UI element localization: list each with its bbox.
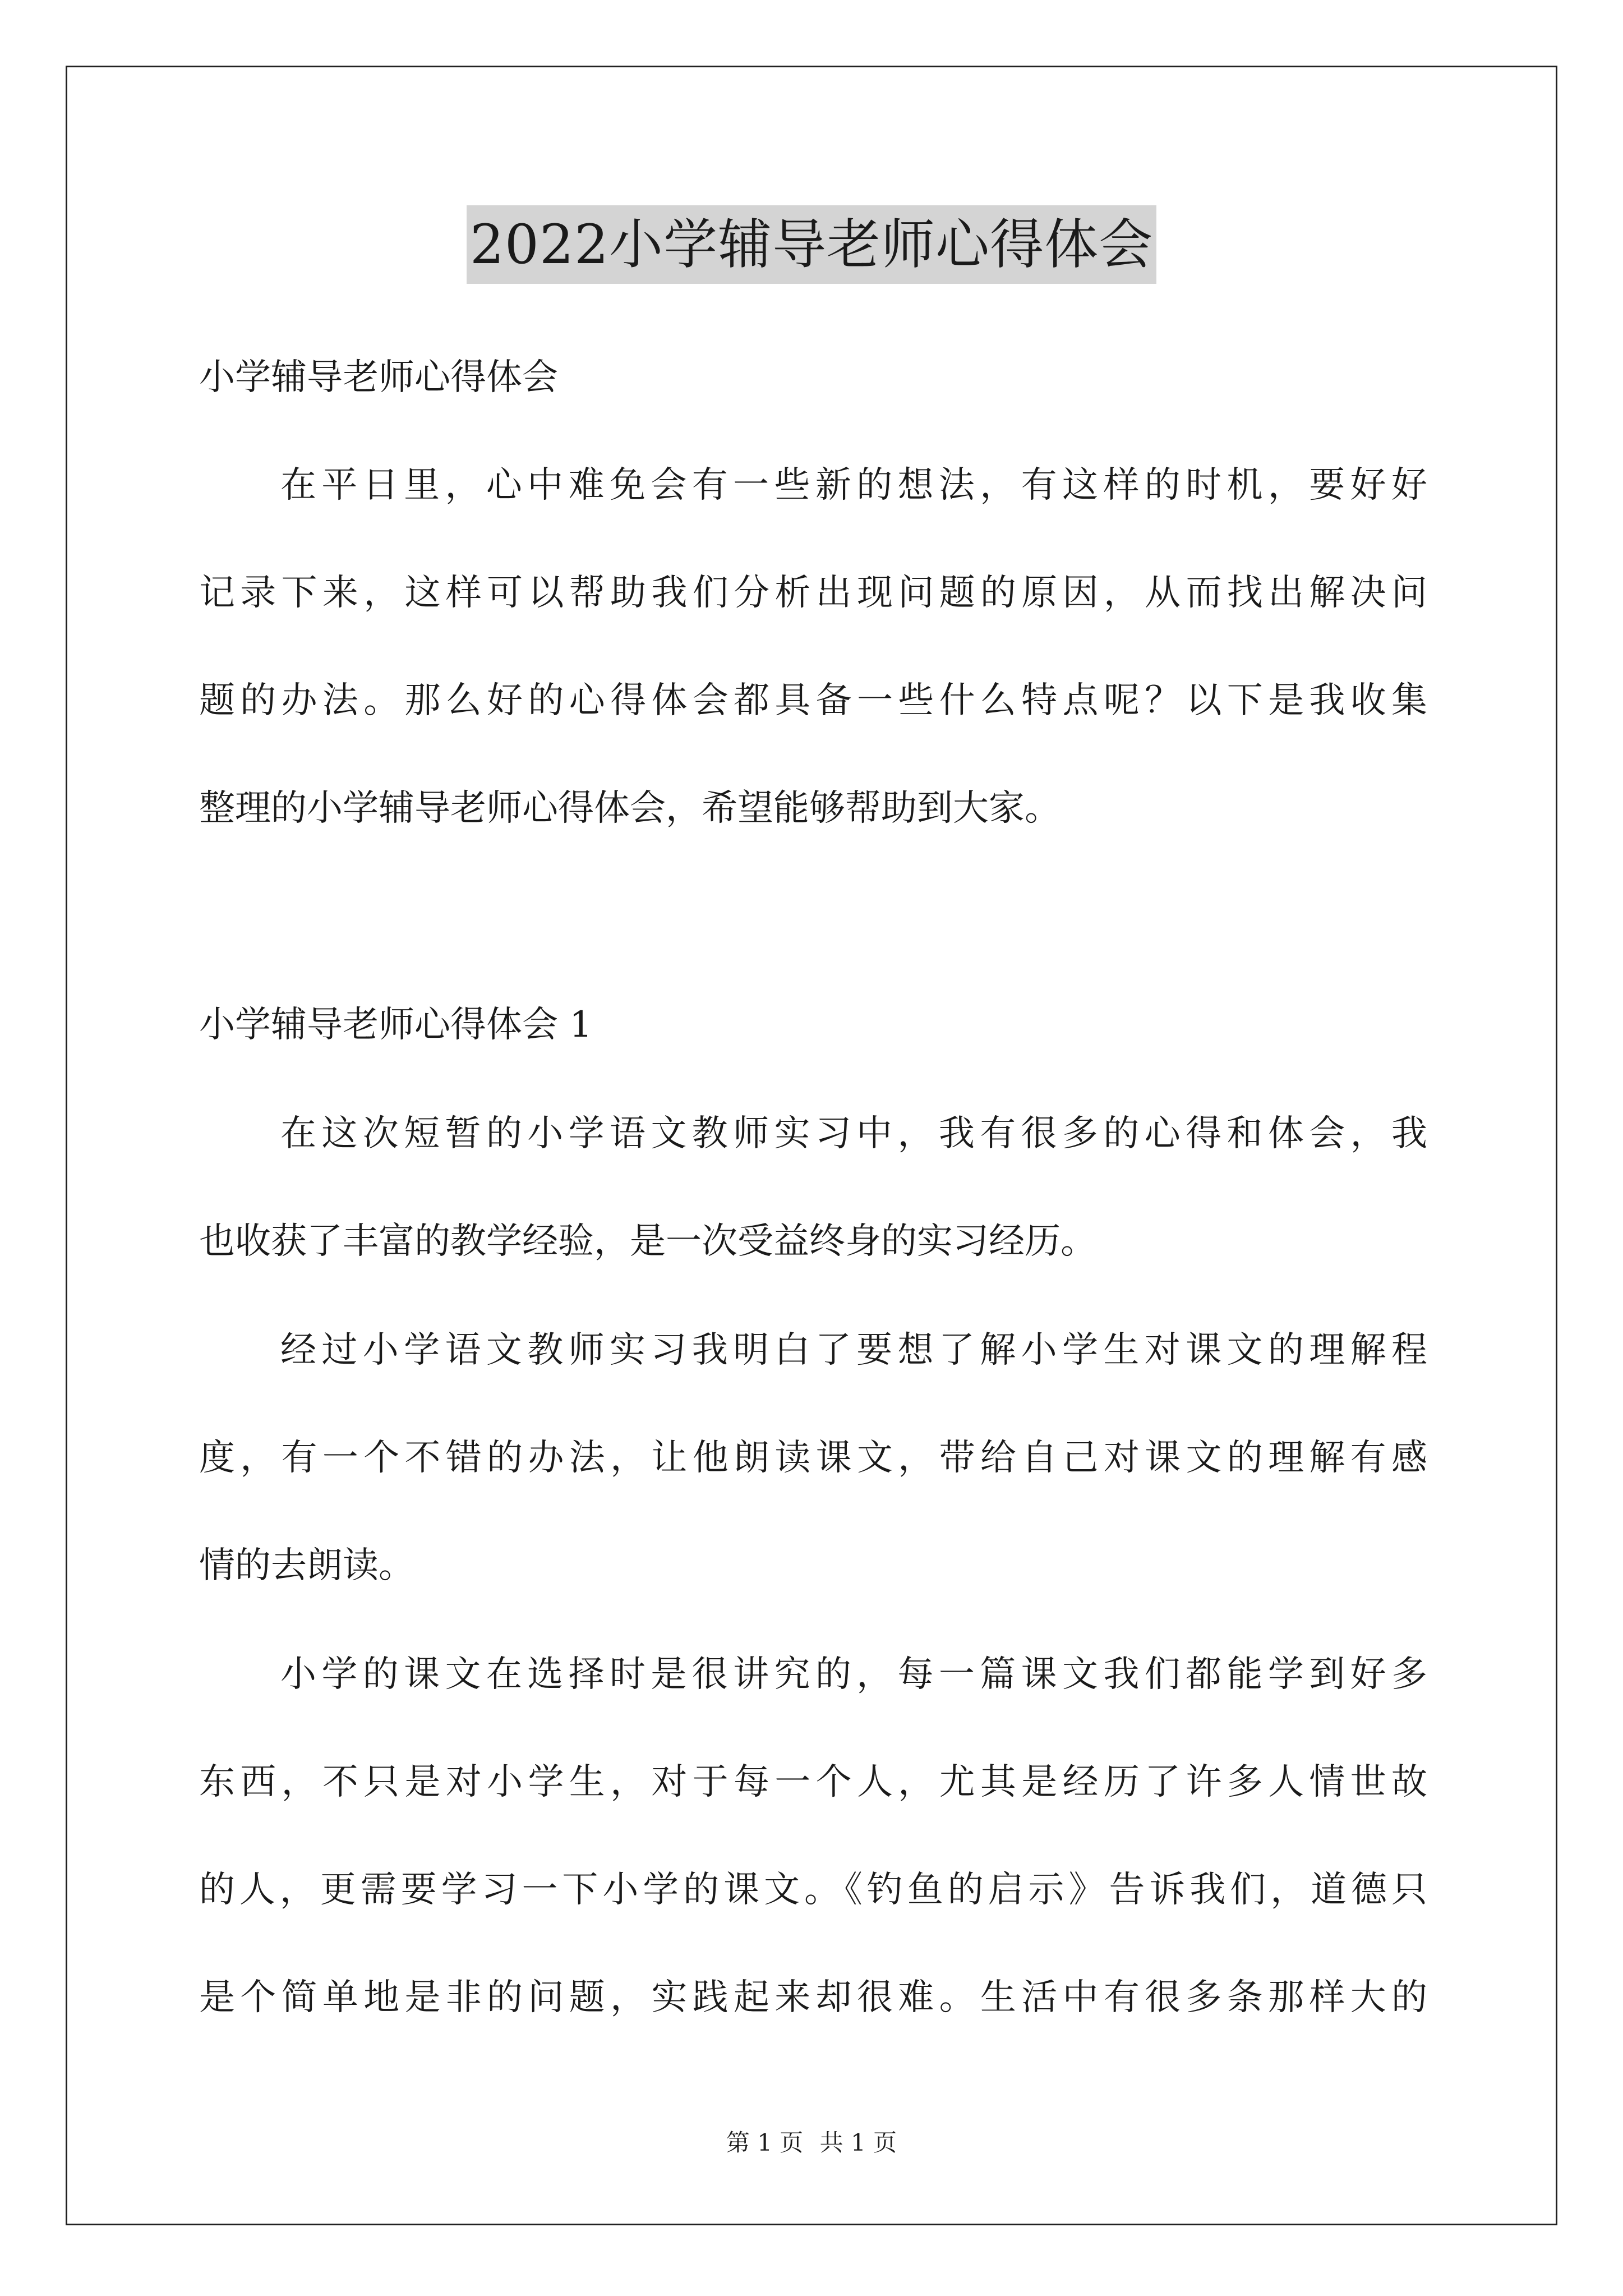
- para1-line-2: 也收获了丰富的教学经验，是一次受益终身的实习经历。: [199, 1221, 1096, 1262]
- page-total: 共 1 页: [819, 2129, 897, 2156]
- para3-line-3: 的人，更需要学习一下小学的课文。《钓鱼的启示》告诉我们，道德只: [199, 1869, 1427, 1911]
- page-number: 第 1 页: [726, 2129, 804, 2156]
- intro-line-4: 整理的小学辅导老师心得体会，希望能够帮助到大家。: [199, 788, 1061, 829]
- para2-line-1: 经过小学语文教师实习我明白了要想了解小学生对课文的理解程: [280, 1329, 1427, 1371]
- document-title: 2022小学辅导老师心得体会: [467, 205, 1156, 284]
- section-heading: 小学辅导老师心得体会 1: [199, 1004, 593, 1046]
- para3-line-1: 小学的课文在选择时是很讲究的，每一篇课文我们都能学到好多: [280, 1654, 1427, 1695]
- para3-line-2: 东西，不只是对小学生，对于每一个人，尤其是经历了许多人情世故: [199, 1761, 1427, 1803]
- para2-line-3: 情的去朗读。: [199, 1545, 414, 1586]
- para2-line-2: 度，有一个不错的办法，让他朗读课文，带给自己对课文的理解有感: [199, 1437, 1427, 1479]
- para3-line-4: 是个简单地是非的问题，实践起来却很难。生活中有很多条那样大的: [199, 1977, 1427, 2018]
- document-subtitle: 小学辅导老师心得体会: [199, 357, 558, 398]
- intro-line-3: 题的办法。那么好的心得体会都具备一些什么特点呢？以下是我收集: [199, 680, 1427, 721]
- title-wrap: [0, 205, 1623, 284]
- page-footer: [0, 2126, 1623, 2160]
- intro-line-2: 记录下来，这样可以帮助我们分析出现问题的原因，从而找出解决问: [199, 572, 1427, 614]
- para1-line-1: 在这次短暂的小学语文教师实习中，我有很多的心得和体会，我: [280, 1113, 1427, 1154]
- intro-line-1: 在平日里，心中难免会有一些新的想法，有这样的时机，要好好: [280, 464, 1427, 506]
